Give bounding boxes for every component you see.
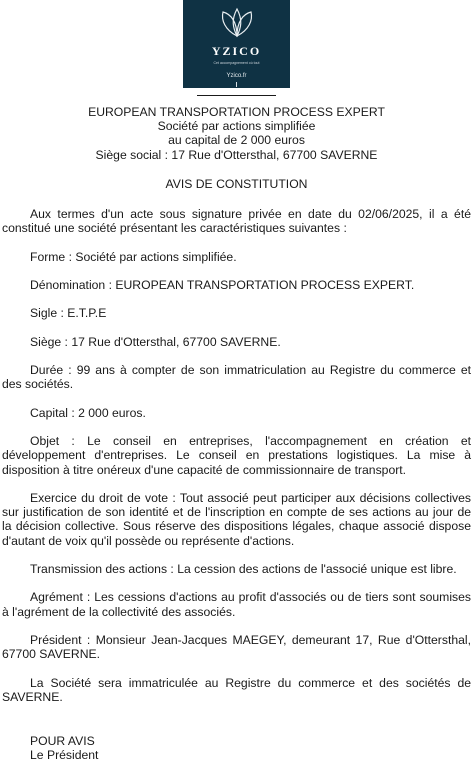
company-siege: Siège social : 17 Rue d'Ottersthal, 67700 SAVERNE: [95, 147, 378, 162]
signature-pour-avis: POUR AVIS: [30, 734, 95, 748]
logo-divider: [236, 82, 237, 87]
paragraph-president: Président : Monsieur Jean-Jacques MAEGEY, demeurant 17, Rue d'Ottersthal, 67700 SAVERNE.: [2, 632, 471, 662]
company-type: Société par actions simplifiée: [157, 119, 316, 134]
paragraph-capital: Capital : 2 000 euros.: [30, 405, 146, 420]
notice-title: AVIS DE CONSTITUTION: [165, 177, 308, 191]
header-rule: [197, 95, 276, 96]
company-capital: au capital de 2 000 euros: [168, 133, 305, 148]
paragraph-droit-de-vote: Exercice du droit de vote : Tout associé peut participer aux décisions collectives sur justification de son identité et de l'inscription en compte de ses actions au jour de la décision collective. Sous réserve des dispositions légales, chaque associé dispose d'autant de voix qu'il possède ou représente d'actions.: [2, 490, 471, 548]
signature-block: [30, 734, 98, 762]
paragraph-objet: Objet : Le conseil en entreprises, l'accompagnement en création et développement d'entreprises. Le conseil en prestations logistiques. La mise à disposition à titre onéreux d'une capacité de commissionnaire de transport.: [2, 434, 471, 477]
paragraph-denomination: Dénomination : EUROPEAN TRANSPORTATION PROCESS EXPERT.: [30, 277, 415, 292]
paragraph-intro: Aux termes d'un acte sous signature privée en date du 02/06/2025, il a été constitué une société présentant les caractéristiques suivantes :: [2, 207, 471, 236]
paragraph-duree: Durée : 99 ans à compter de son immatriculation au Registre du commerce et des sociétés.: [2, 363, 471, 392]
company-name: EUROPEAN TRANSPORTATION PROCESS EXPERT: [88, 105, 385, 119]
logo-website: Yzico.fr: [226, 73, 247, 79]
logo-brand: YZICO: [211, 44, 262, 58]
company-logo: [183, 0, 290, 88]
paragraph-agrement: Agrément : Les cessions d'actions au profit d'associés ou de tiers sont soumises à l'agrément de la collectivité des associés.: [2, 590, 471, 619]
paragraph-siege: Siège : 17 Rue d'Ottersthal, 67700 SAVERNE.: [30, 334, 281, 349]
paragraph-forme: Forme : Société par actions simplifiée.: [30, 249, 237, 264]
paragraph-immatriculation: La Société sera immatriculée au Registre du commerce et des sociétés de SAVERNE.: [2, 675, 471, 704]
company-header: [0, 105, 473, 162]
signature-role: Le Président: [30, 748, 99, 762]
leaf-emblem-icon: [217, 6, 257, 40]
notice-body: [2, 207, 471, 718]
paragraph-sigle: Sigle : E.T.P.E: [30, 306, 107, 321]
paragraph-transmission: Transmission des actions : La cession des actions de l'associé unique est libre.: [30, 561, 457, 576]
logo-tagline: Cet accompagnement où tout: [213, 61, 260, 65]
